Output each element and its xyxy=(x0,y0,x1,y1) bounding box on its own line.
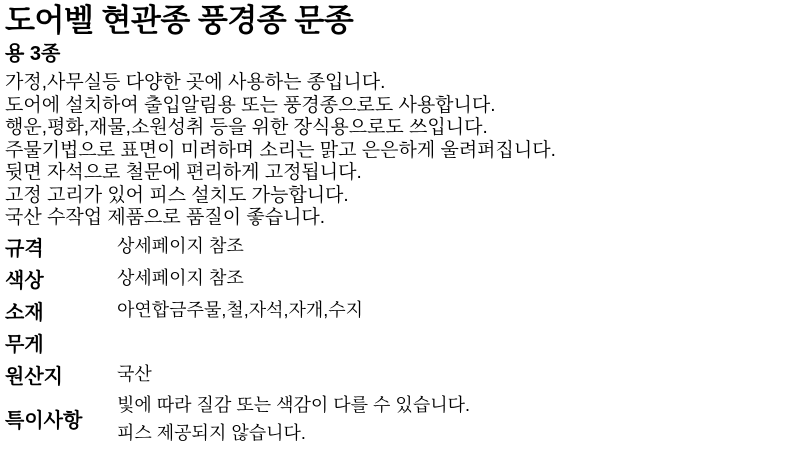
spec-table-body xyxy=(5,231,645,447)
spec-value-line: 빛에 따라 질감 또는 색감이 다를 수 있습니다. xyxy=(117,394,470,415)
page-subtitle: 용 3종 xyxy=(5,43,61,65)
spec-label: 소재 xyxy=(5,302,44,324)
spec-value xyxy=(117,263,645,295)
spec-label: 규격 xyxy=(5,238,44,260)
spec-row xyxy=(5,295,645,327)
spec-row xyxy=(5,391,645,447)
spec-value-line: 상세페이지 참조 xyxy=(117,268,244,288)
description-line: 주물기법으로 표면이 미려하며 소리는 맑고 은은하게 울려퍼집니다. xyxy=(5,139,556,161)
spec-value-line: 국산 xyxy=(117,364,152,384)
spec-value-line: 상세페이지 참조 xyxy=(117,236,244,256)
spec-value xyxy=(117,295,645,327)
spec-label: 무게 xyxy=(5,334,44,356)
page-title: 도어벨 현관종 풍경종 문종 xyxy=(5,3,354,38)
spec-row xyxy=(5,263,645,295)
description-line: 국산 수작업 제품으로 품질이 좋습니다. xyxy=(5,207,326,228)
spec-label: 원산지 xyxy=(5,366,63,388)
spec-label: 특이사항 xyxy=(5,410,83,432)
spec-value xyxy=(117,359,645,391)
description-line: 고정 고리가 있어 피스 설치도 가능합니다. xyxy=(5,184,349,206)
spec-value xyxy=(117,327,645,359)
spec-value xyxy=(117,231,645,263)
description-line: 가정,사무실등 다양한 곳에 사용하는 종입니다. xyxy=(5,72,386,93)
description-line: 행운,평화,재물,소원성취 등을 위한 장식용으로도 쓰입니다. xyxy=(5,117,488,138)
spec-row xyxy=(5,359,645,391)
spec-label: 색상 xyxy=(5,270,44,292)
spec-value xyxy=(117,391,645,447)
spec-row xyxy=(5,327,645,359)
description-line: 뒷면 자석으로 철문에 편리하게 고정됩니다. xyxy=(5,162,362,183)
spec-row xyxy=(5,231,645,263)
spec-value-line: 피스 제공되지 않습니다. xyxy=(117,422,306,443)
description-line: 도어에 설치하여 출입알림용 또는 풍경종으로도 사용합니다. xyxy=(5,94,496,116)
spec-value-line: 아연합금주물,철,자석,자개,수지 xyxy=(117,300,364,320)
product-description xyxy=(5,72,800,230)
spec-table xyxy=(5,231,645,447)
